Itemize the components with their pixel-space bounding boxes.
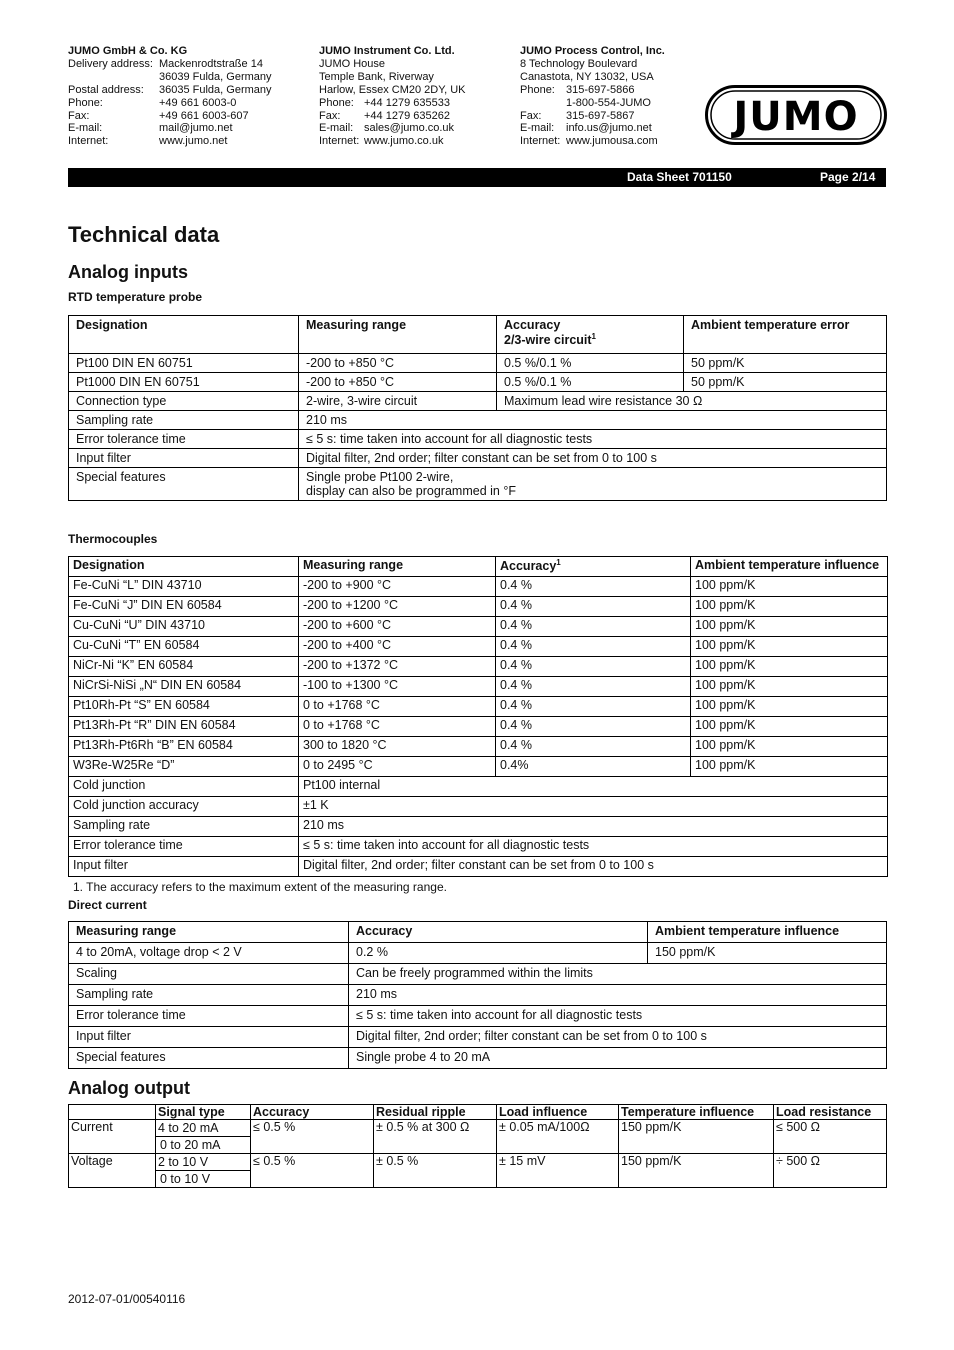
- table-row: [69, 737, 888, 757]
- address-block-uk: [319, 45, 466, 148]
- table-cell: Sampling rate: [69, 817, 299, 837]
- table-cell: Pt100 DIN EN 60751: [69, 354, 299, 373]
- table-row: [69, 1048, 887, 1069]
- address-value: mail@jumo.net: [159, 122, 233, 135]
- table-cell: -200 to +850 °C: [299, 373, 497, 392]
- table-row: [69, 777, 888, 797]
- table-header: Accuracy: [251, 1105, 374, 1120]
- table-cell: Input filter: [69, 1027, 349, 1048]
- table-cell: ≤ 5 s: time taken into account for all diagnostic tests: [299, 430, 887, 449]
- page-title: Technical data: [68, 222, 220, 247]
- address-label: E-mail:: [68, 122, 103, 135]
- table-row: [69, 857, 888, 877]
- table-cell: Special features: [69, 1048, 349, 1069]
- table-cell: 100 ppm/K: [691, 617, 888, 637]
- table-row: [69, 985, 887, 1006]
- table-header: Residual ripple: [374, 1105, 497, 1120]
- table-cell: -200 to +1372 °C: [299, 657, 496, 677]
- table-cell: 100 ppm/K: [691, 757, 888, 777]
- address-label: Fax:: [319, 109, 341, 122]
- table-cell: 100 ppm/K: [691, 677, 888, 697]
- table-row: [69, 577, 888, 597]
- table-cell: ≤ 0.5 %: [251, 1154, 374, 1188]
- table-cell: 0 to +1768 °C: [299, 697, 496, 717]
- table-header: Ambient temperature error: [684, 316, 887, 354]
- table-row: [69, 717, 888, 737]
- table-row: [69, 373, 887, 392]
- table-cell: NiCr-Ni “K” EN 60584: [69, 657, 299, 677]
- table-cell: 100 ppm/K: [691, 597, 888, 617]
- footnote: 1. The accuracy refers to the maximum extent of the measuring range.: [73, 880, 447, 894]
- table-cell: ± 0.05 mA/100Ω: [497, 1120, 619, 1154]
- address-label: [520, 97, 566, 110]
- document-footer: 2012-07-01/00540116: [68, 1292, 186, 1306]
- table-cell: -200 to +850 °C: [299, 354, 497, 373]
- address-value: +49 661 6003-607: [159, 109, 249, 122]
- table-cell: 100 ppm/K: [691, 697, 888, 717]
- table-header: Designation: [69, 557, 299, 577]
- table-cell: Input filter: [69, 449, 299, 468]
- table-cell: Error tolerance time: [69, 837, 299, 857]
- table-cell: 210 ms: [349, 985, 887, 1006]
- table-header: Accuracy$^1$: [496, 557, 691, 577]
- rtd-table: [68, 315, 887, 501]
- table-cell: 210 ms: [299, 411, 887, 430]
- company-name: JUMO GmbH & Co. KG: [68, 45, 188, 57]
- table-row: [69, 1006, 887, 1027]
- table-row: [69, 637, 888, 657]
- table-header: Measuring range: [299, 557, 496, 577]
- table-cell: 0 to 2495 °C: [299, 757, 496, 777]
- table-cell: Can be freely programmed within the limits: [349, 964, 887, 985]
- address-label: Phone:: [319, 96, 354, 109]
- table-cell: 100 ppm/K: [691, 657, 888, 677]
- table-cell: 100 ppm/K: [691, 717, 888, 737]
- thermocouple-table: [68, 556, 888, 877]
- section-heading-analog-output: Analog output: [68, 1078, 190, 1098]
- footnote-marker: 1: [591, 332, 596, 341]
- table-cell: 0.5 %/0.1 %: [497, 354, 684, 373]
- address-value: Harlow, Essex CM20 2DY, UK: [319, 83, 466, 96]
- table-cell: 150 ppm/K: [648, 943, 887, 964]
- table-cell: 150 ppm/K: [619, 1120, 774, 1154]
- address-value: www.jumo.net: [159, 135, 228, 148]
- address-label: [68, 71, 159, 84]
- table-cell: Special features: [69, 468, 299, 501]
- signal-type-cell: 2 to 10 V 0 to 10 V: [156, 1154, 251, 1188]
- address-value: +44 1279 635262: [364, 109, 450, 122]
- table-row: [69, 597, 888, 617]
- table-row: [69, 411, 887, 430]
- table-cell: Voltage: [69, 1154, 156, 1188]
- table-cell: Fe-CuNi “L” DIN 43710: [69, 577, 299, 597]
- table-row: [69, 1027, 887, 1048]
- table-row: [69, 617, 888, 637]
- table-cell: 4 to 20mA, voltage drop < 2 V: [69, 943, 349, 964]
- table-row: [69, 1154, 887, 1188]
- table-row: [69, 797, 888, 817]
- table-header-row: [69, 1105, 887, 1120]
- table-cell: 0.4 %: [496, 657, 691, 677]
- address-value: 36039 Fulda, Germany: [159, 70, 272, 83]
- table-cell: Digital filter, 2nd order; filter constant can be set from 0 to 100 s: [299, 857, 888, 877]
- table-header: [69, 1105, 156, 1120]
- table-cell: Scaling: [69, 964, 349, 985]
- table-cell: Current: [69, 1120, 156, 1154]
- table-cell: W3Re-W25Re “D”: [69, 757, 299, 777]
- table-cell: ≤ 5 s: time taken into account for all diagnostic tests: [349, 1006, 887, 1027]
- datasheet-number: Data Sheet 701150: [627, 170, 732, 184]
- table-row: [69, 1120, 887, 1154]
- table-cell: Pt13Rh-Pt6Rh “B” EN 60584: [69, 737, 299, 757]
- table-cell: 0.5 %/0.1 %: [497, 373, 684, 392]
- table-row: [69, 677, 888, 697]
- table-cell: 210 ms: [299, 817, 888, 837]
- signal-type-cell: 4 to 20 mA 0 to 20 mA: [156, 1120, 251, 1154]
- table-header: Ambient temperature influence: [691, 557, 888, 577]
- table-cell: Pt13Rh-Pt “R” DIN EN 60584: [69, 717, 299, 737]
- address-value: JUMO House: [319, 57, 386, 70]
- page-number: Page 2/14: [820, 170, 876, 184]
- table-cell: 0.4 %: [496, 717, 691, 737]
- table-cell: Cu-CuNi “T” EN 60584: [69, 637, 299, 657]
- address-value: 8 Technology Boulevard: [520, 57, 638, 70]
- table-cell: 0.4 %: [496, 597, 691, 617]
- address-value: www.jumousa.com: [566, 135, 658, 148]
- table-cell: -200 to +400 °C: [299, 637, 496, 657]
- address-label: Internet:: [68, 135, 109, 148]
- direct-current-table: [68, 921, 887, 1069]
- table-cell: 0.4 %: [496, 637, 691, 657]
- company-name: JUMO Process Control, Inc.: [520, 45, 665, 57]
- table-cell: -200 to +1200 °C: [299, 597, 496, 617]
- table-cell: ±1 K: [299, 797, 888, 817]
- table-cell: 50 ppm/K: [684, 373, 887, 392]
- table-header: Temperature influence: [619, 1105, 774, 1120]
- table-row: [69, 354, 887, 373]
- table-cell: ≤ 500 Ω: [774, 1120, 887, 1154]
- table-row: [69, 430, 887, 449]
- table-cell: Sampling rate: [69, 985, 349, 1006]
- table-cell: 0.4 %: [496, 677, 691, 697]
- table-cell: 0.4 %: [496, 577, 691, 597]
- address-label: E-mail:: [319, 122, 354, 135]
- table-header-row: [69, 922, 887, 943]
- table-cell: ± 0.5 % at 300 Ω: [374, 1120, 497, 1154]
- table-cell: 0 to +1768 °C: [299, 717, 496, 737]
- table-row: [69, 449, 887, 468]
- table-header-row: [69, 316, 887, 354]
- table-cell: ÷ 500 Ω: [774, 1154, 887, 1188]
- table-row: [69, 817, 888, 837]
- address-label: Fax:: [520, 109, 542, 122]
- address-label: Fax:: [68, 109, 90, 122]
- footnote-marker: 1: [556, 558, 561, 567]
- table-cell: 0.4 %: [496, 617, 691, 637]
- table-cell: -200 to +900 °C: [299, 577, 496, 597]
- table-header: Accuracy 2/3-wire circuit$^1$: [497, 316, 684, 354]
- address-block-usa: [520, 45, 665, 148]
- logo-text: JUMO: [733, 94, 859, 140]
- table-cell: 100 ppm/K: [691, 577, 888, 597]
- table-cell: ± 15 mV: [497, 1154, 619, 1188]
- address-value: Mackenrodtstraße 14: [159, 57, 263, 70]
- table-header: Accuracy: [349, 922, 648, 943]
- address-value: 36035 Fulda, Germany: [159, 83, 272, 96]
- table-row: [69, 468, 887, 501]
- table-cell: 100 ppm/K: [691, 637, 888, 657]
- address-value: Canastota, NY 13032, USA: [520, 70, 654, 83]
- table-cell: Pt100 internal: [299, 777, 888, 797]
- address-block-germany: [68, 45, 272, 148]
- analog-output-table: [68, 1104, 887, 1188]
- table-header: Ambient temperature influence: [648, 922, 887, 943]
- table-cell: Digital filter, 2nd order; filter constant can be set from 0 to 100 s: [349, 1027, 887, 1048]
- table-header: Designation: [69, 316, 299, 354]
- table-cell: Error tolerance time: [69, 1006, 349, 1027]
- table-cell: 2-wire, 3-wire circuit: [299, 392, 497, 411]
- table-cell: Input filter: [69, 857, 299, 877]
- table-row: [69, 392, 887, 411]
- address-label: Phone:: [68, 96, 103, 109]
- table-row: [69, 837, 888, 857]
- table-cell: -200 to +600 °C: [299, 617, 496, 637]
- table-cell: Single probe Pt100 2-wire, display can also be programmed in °F: [299, 468, 887, 501]
- jumo-logo: [705, 85, 887, 145]
- address-value: www.jumo.co.uk: [364, 135, 444, 148]
- table-header: Load resistance: [774, 1105, 887, 1120]
- table-cell: Maximum lead wire resistance 30 Ω: [497, 392, 887, 411]
- table-header: Measuring range: [69, 922, 349, 943]
- address-value: 315-697-5867: [566, 109, 635, 122]
- table-cell: 100 ppm/K: [691, 737, 888, 757]
- subheading-direct-current: Direct current: [68, 898, 147, 912]
- datasheet-bar: [68, 168, 886, 187]
- table-cell: 0.4%: [496, 757, 691, 777]
- table-cell: Connection type: [69, 392, 299, 411]
- address-value: +44 1279 635533: [364, 96, 450, 109]
- table-cell: Fe-CuNi “J” DIN EN 60584: [69, 597, 299, 617]
- table-cell: Pt1000 DIN EN 60751: [69, 373, 299, 392]
- table-cell: Cu-CuNi “U” DIN 43710: [69, 617, 299, 637]
- address-label: Phone:: [520, 83, 555, 96]
- table-header: Load influence: [497, 1105, 619, 1120]
- table-cell: Error tolerance time: [69, 430, 299, 449]
- table-cell: Sampling rate: [69, 411, 299, 430]
- address-value: Temple Bank, Riverway: [319, 70, 434, 83]
- table-cell: Cold junction: [69, 777, 299, 797]
- table-cell: NiCrSi-NiSi „N“ DIN EN 60584: [69, 677, 299, 697]
- address-label: Internet:: [520, 135, 561, 148]
- subheading-thermocouples: Thermocouples: [68, 532, 158, 546]
- table-cell: 50 ppm/K: [684, 354, 887, 373]
- address-label: Internet:: [319, 135, 360, 148]
- table-cell: 300 to 1820 °C: [299, 737, 496, 757]
- table-cell: Cold junction accuracy: [69, 797, 299, 817]
- table-row: [69, 697, 888, 717]
- table-cell: 0.2 %: [349, 943, 648, 964]
- table-row: [69, 943, 887, 964]
- table-header: Signal type: [156, 1105, 251, 1120]
- address-value: 315-697-5866: [566, 83, 635, 96]
- address-label: Postal address:: [68, 83, 144, 96]
- table-cell: 0.4 %: [496, 697, 691, 717]
- table-cell: Digital filter, 2nd order; filter constant can be set from 0 to 100 s: [299, 449, 887, 468]
- table-cell: ≤ 5 s: time taken into account for all diagnostic tests: [299, 837, 888, 857]
- table-cell: 0.4 %: [496, 737, 691, 757]
- subheading-rtd: RTD temperature probe: [68, 290, 203, 304]
- table-cell: Single probe 4 to 20 mA: [349, 1048, 887, 1069]
- address-value: info.us@jumo.net: [566, 122, 652, 135]
- table-cell: ≤ 0.5 %: [251, 1120, 374, 1154]
- company-name: JUMO Instrument Co. Ltd.: [319, 45, 455, 57]
- address-value: sales@jumo.co.uk: [364, 122, 455, 135]
- section-heading-analog-inputs: Analog inputs: [68, 262, 188, 282]
- address-value: 1-800-554-JUMO: [566, 96, 651, 109]
- address-label: E-mail:: [520, 122, 555, 135]
- table-cell: ± 0.5 %: [374, 1154, 497, 1188]
- table-header-row: [69, 557, 888, 577]
- table-row: [69, 964, 887, 985]
- table-header: Measuring range: [299, 316, 497, 354]
- table-row: [69, 657, 888, 677]
- address-label: Delivery address:: [68, 57, 153, 70]
- address-value: +49 661 6003-0: [159, 96, 237, 109]
- table-row: [69, 757, 888, 777]
- table-cell: Pt10Rh-Pt “S” EN 60584: [69, 697, 299, 717]
- table-cell: -100 to +1300 °C: [299, 677, 496, 697]
- table-cell: 150 ppm/K: [619, 1154, 774, 1188]
